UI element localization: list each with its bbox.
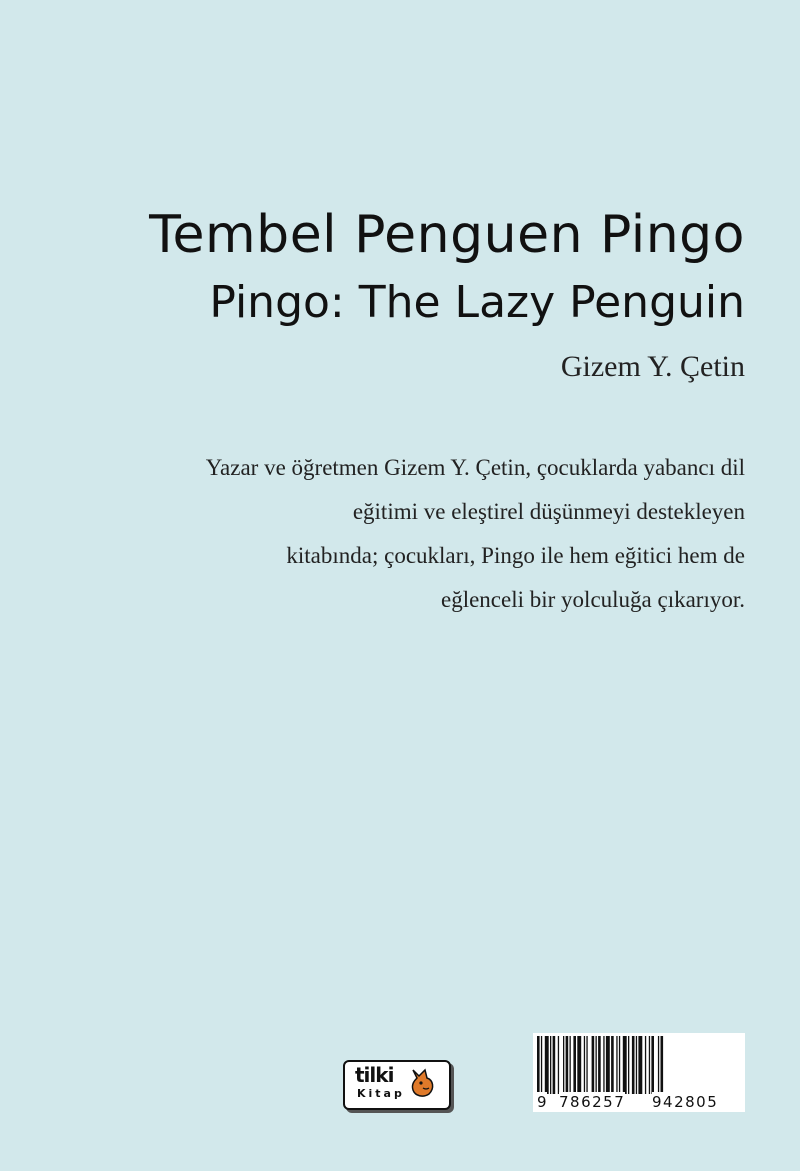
barcode-bar bbox=[638, 1036, 642, 1094]
barcode-bar bbox=[586, 1036, 587, 1094]
barcode-bar bbox=[558, 1036, 559, 1094]
fox-icon bbox=[409, 1066, 437, 1098]
blurb-line: eğlenceli bir yolculuğa çıkarıyor. bbox=[441, 587, 745, 612]
barcode-bar bbox=[632, 1036, 635, 1094]
barcode-bar bbox=[606, 1036, 610, 1094]
barcode-bar bbox=[545, 1036, 549, 1094]
blurb bbox=[65, 446, 745, 622]
logo-wordmark: tilki bbox=[355, 1063, 394, 1087]
barcode-bar bbox=[628, 1036, 629, 1094]
barcode-bar bbox=[592, 1036, 595, 1094]
barcode-bar bbox=[577, 1036, 581, 1094]
barcode-bar bbox=[596, 1036, 597, 1094]
barcode-bar bbox=[623, 1036, 627, 1094]
barcode-bar bbox=[570, 1036, 571, 1094]
barcode-bar bbox=[651, 1036, 654, 1094]
isbn-prefix: 9 bbox=[537, 1093, 547, 1111]
blurb-line: Yazar ve öğretmen Gizem Y. Çetin, çocuklarda yabancı dil bbox=[205, 455, 745, 480]
blurb-line: eğitimi ve eleştirel düşünmeyi destekleyen bbox=[352, 499, 745, 524]
barcode-bar bbox=[658, 1036, 659, 1094]
isbn-group-2: 942805 bbox=[652, 1093, 719, 1111]
barcode-bar bbox=[616, 1036, 617, 1094]
blurb-line: kitabında; çocukları, Pingo ile hem eğitici hem de bbox=[286, 543, 745, 568]
author-name: Gizem Y. Çetin bbox=[560, 350, 745, 383]
title-english: Pingo: The Lazy Penguin bbox=[209, 277, 745, 328]
isbn-group-1: 786257 bbox=[559, 1093, 626, 1111]
barcode-bar bbox=[636, 1036, 637, 1094]
title-turkish: Tembel Penguen Pingo bbox=[149, 205, 745, 265]
barcode-bar bbox=[649, 1036, 650, 1094]
barcode-bar bbox=[553, 1036, 556, 1094]
barcode-bar bbox=[611, 1036, 614, 1094]
isbn-number bbox=[533, 1092, 745, 1112]
barcode-bar bbox=[573, 1036, 576, 1094]
barcode-bar bbox=[603, 1036, 604, 1094]
logo-subtitle: Kitap bbox=[357, 1087, 405, 1100]
isbn-barcode bbox=[533, 1033, 745, 1112]
publisher-logo bbox=[343, 1060, 451, 1110]
barcode-bar bbox=[563, 1036, 564, 1094]
barcode-bar bbox=[566, 1036, 569, 1094]
barcode-bar bbox=[619, 1036, 620, 1094]
barcode-bar bbox=[550, 1036, 551, 1094]
barcode-bar bbox=[645, 1036, 646, 1094]
barcode-bar bbox=[584, 1036, 585, 1094]
